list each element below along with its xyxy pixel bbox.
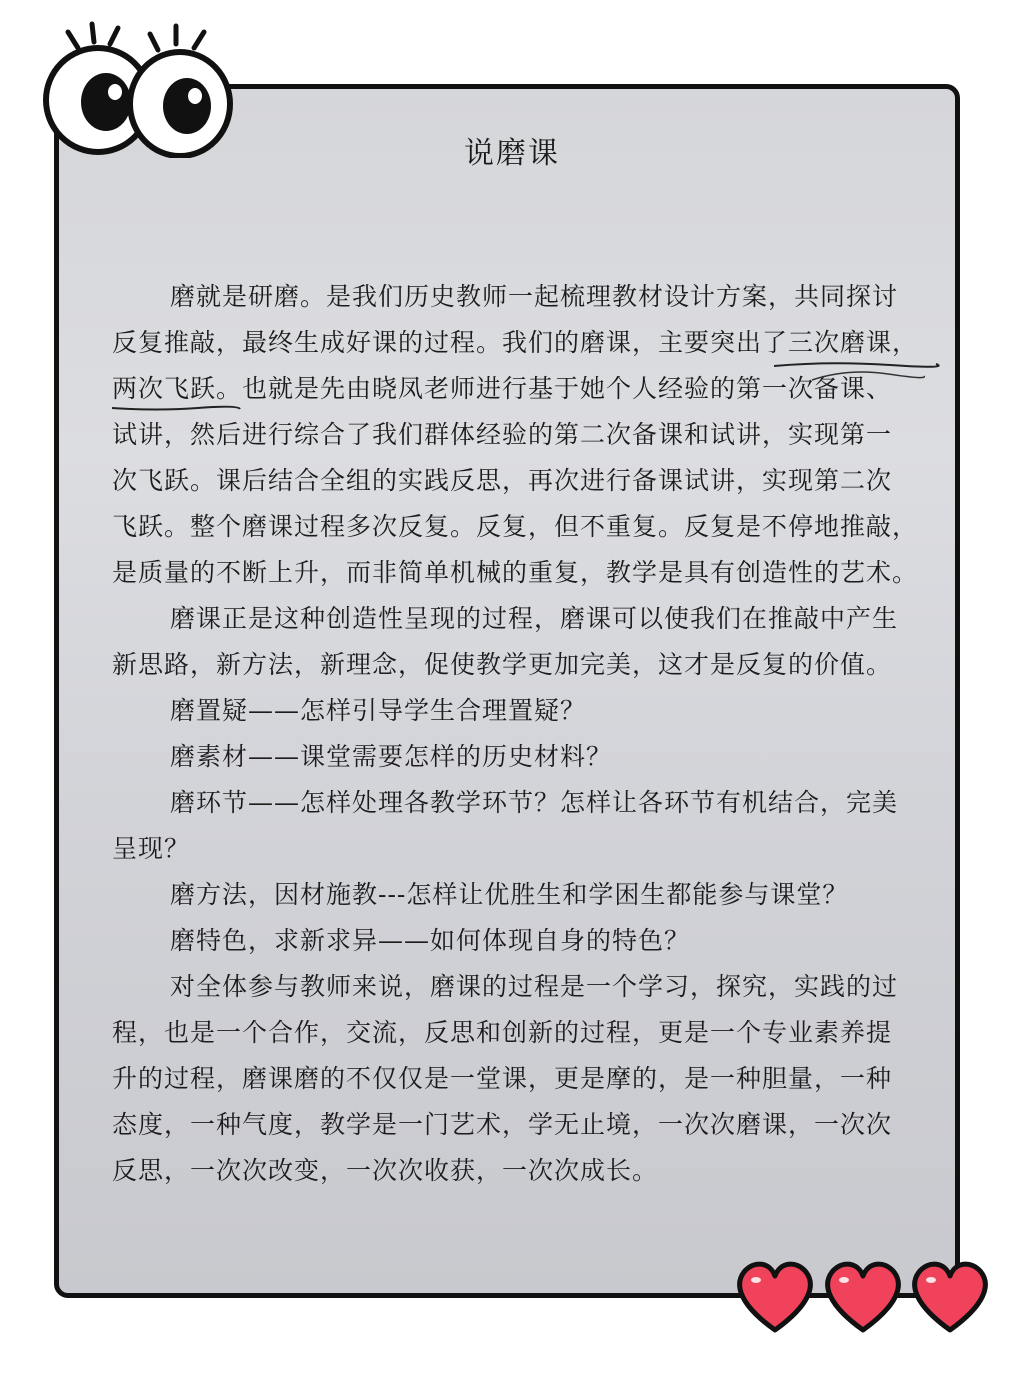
- paragraph-line: 磨置疑——怎样引导学生合理置疑？: [170, 696, 587, 725]
- paragraph-line: 呈现？: [112, 834, 191, 863]
- paragraph-line: 磨素材——课堂需要怎样的历史材料？: [170, 742, 613, 771]
- document-title: 说磨课: [464, 136, 560, 171]
- paragraph-line: 是质量的不断上升，而非简单机械的重复，教学是具有创造性的艺术。: [112, 558, 919, 587]
- hearts-icon: [730, 1250, 1000, 1340]
- paragraph-line: 反复推敲，最终生成好课的过程。我们的磨课，主要突出了三次磨课，: [112, 328, 919, 357]
- paragraph-line: 磨就是研磨。是我们历史教师一起梳理教材设计方案，共同探讨: [170, 282, 899, 311]
- paragraph-line: 升的过程，磨课磨的不仅仅是一堂课，更是摩的，是一种胆量，一种: [112, 1064, 893, 1093]
- paragraph-line: 程，也是一个合作，交流，反思和创新的过程，更是一个专业素养提: [112, 1018, 893, 1047]
- paragraph-line: 态度，一种气度，教学是一门艺术，学无止境，一次次磨课，一次次: [112, 1110, 893, 1139]
- paragraph-line: 试讲，然后进行综合了我们群体经验的第二次备课和试讲，实现第一: [112, 420, 893, 449]
- paragraph-line: 飞跃。整个磨课过程多次反复。反复，但不重复。反复是不停地推敲，: [112, 512, 919, 541]
- paragraph-line: 次飞跃。课后结合全组的实践反思，再次进行备课试讲，实现第二次: [112, 466, 893, 495]
- paragraph-line: 两次飞跃。也就是先由晓凤老师进行基于她个人经验的第一次备课、: [112, 374, 893, 403]
- paragraph-line: 对全体参与教师来说，磨课的过程是一个学习，探究，实践的过: [170, 972, 899, 1001]
- paragraph-line: 磨环节——怎样处理各教学环节？怎样让各环节有机结合，完美: [170, 788, 899, 817]
- paragraph-line: 磨特色，求新求异——如何体现自身的特色？: [170, 926, 691, 955]
- paragraph-line: 磨方法，因材施教---怎样让优胜生和学困生都能参与课堂？: [170, 880, 849, 909]
- paragraph-line: 新思路，新方法，新理念，促使教学更加完美，这才是反复的价值。: [112, 650, 893, 679]
- paragraph-line: 磨课正是这种创造性呈现的过程，磨课可以使我们在推敲中产生: [170, 604, 899, 633]
- paragraph-line: 反思，一次次改变，一次次收获，一次次成长。: [112, 1156, 659, 1185]
